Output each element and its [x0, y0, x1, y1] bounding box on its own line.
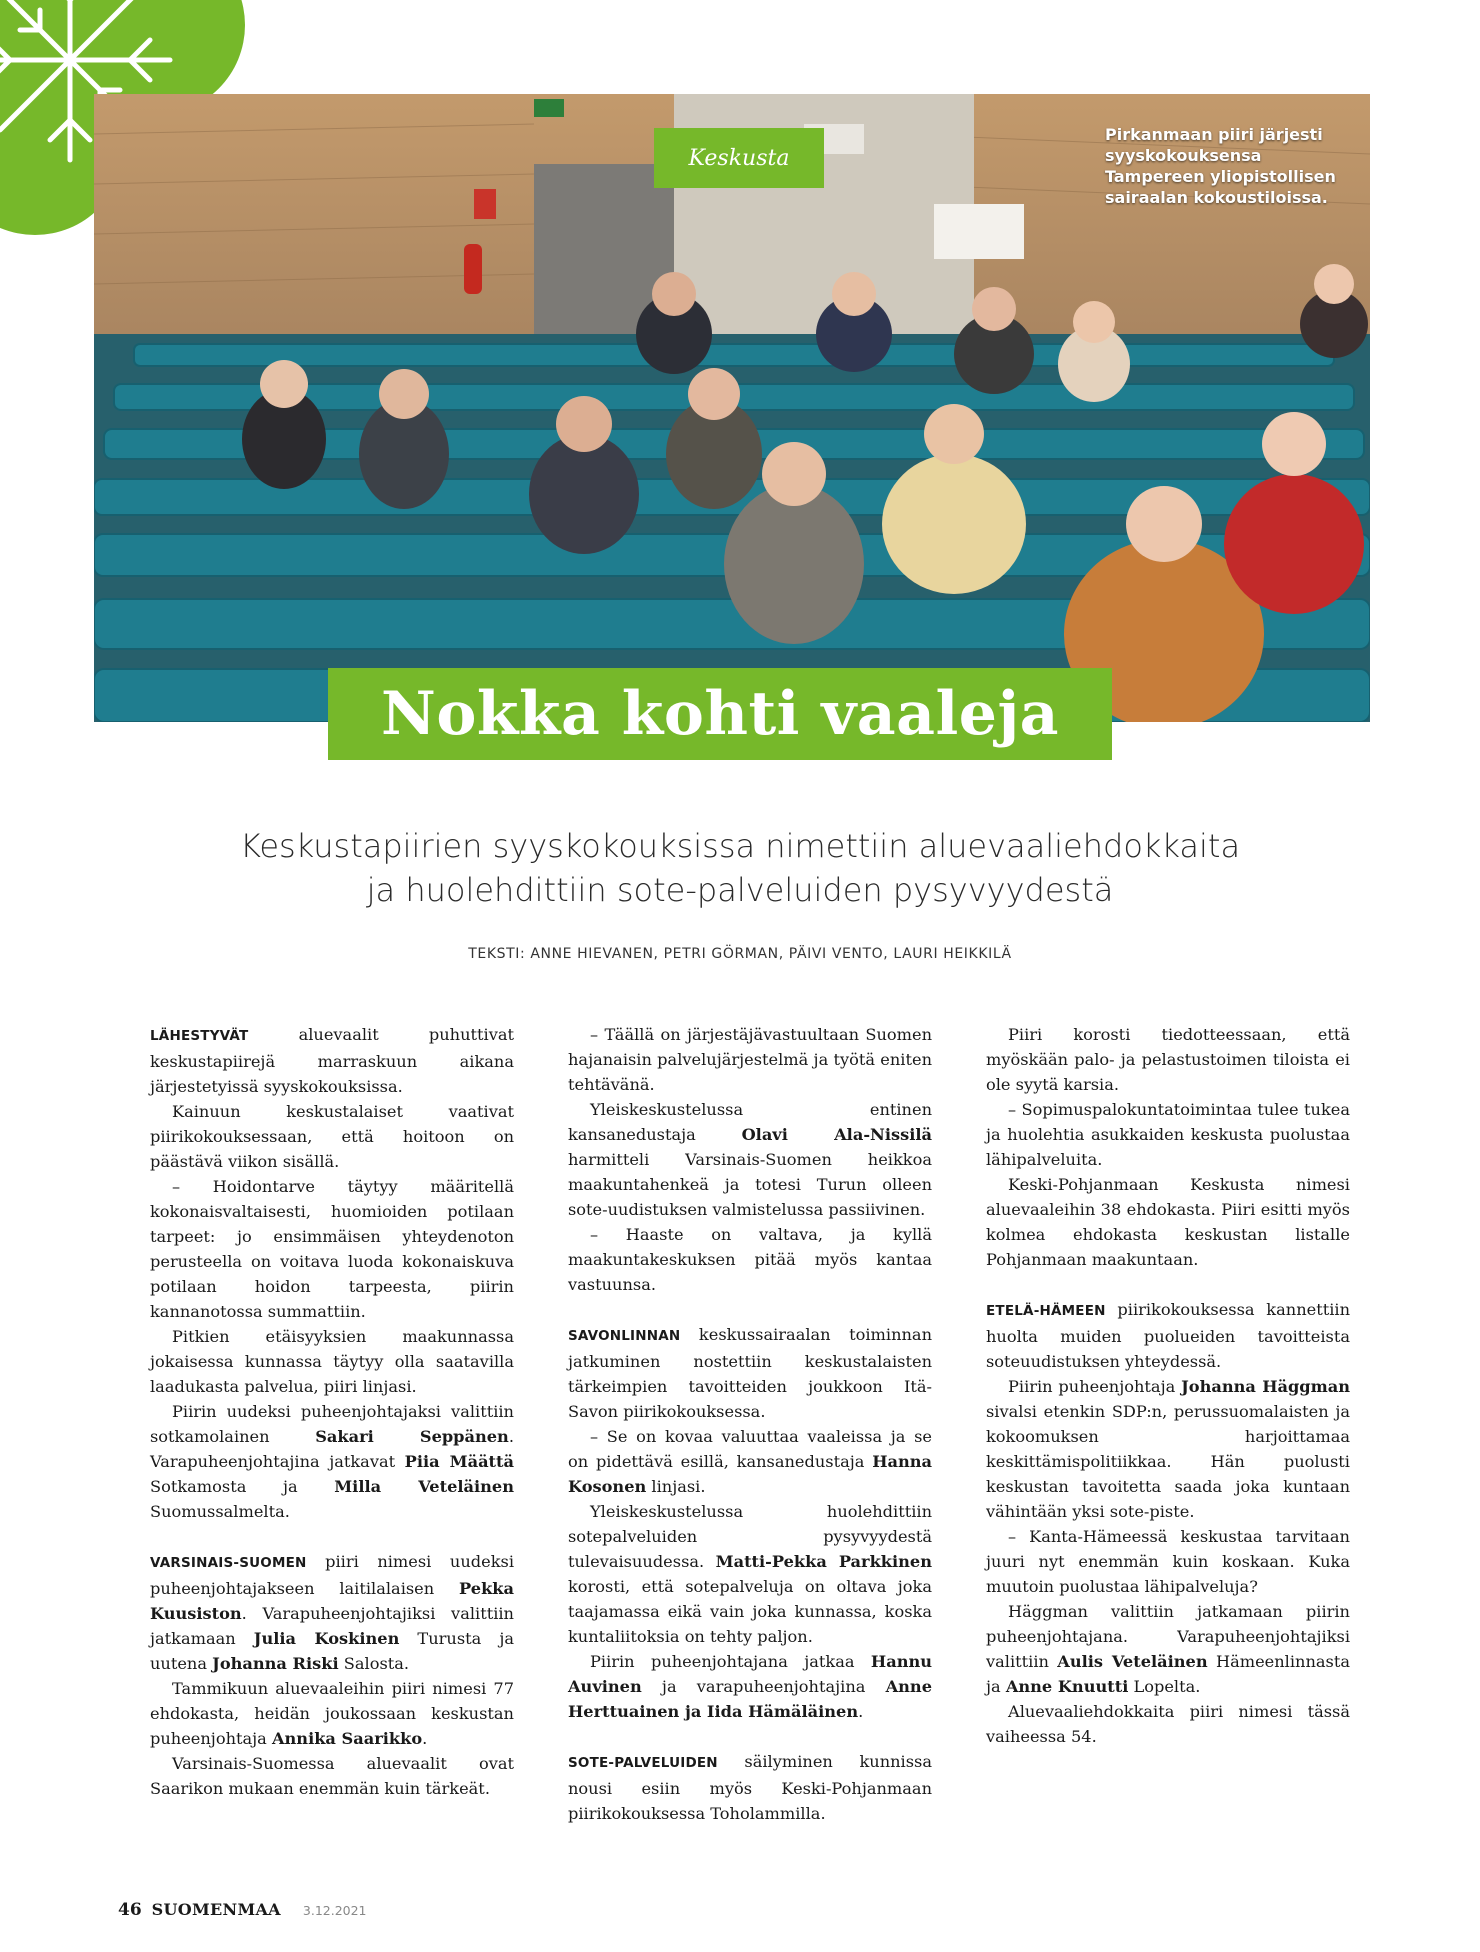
- paragraph: LÄHESTYVÄT aluevaalit puhuttivat keskustapiirejä marraskuun aikana järjestetyissä syyskokouksissa.: [150, 1025, 514, 1096]
- page-number: 46: [118, 1900, 142, 1920]
- paragraph: Piirin puheenjohtaja Johanna Häggman sivalsi etenkin SDP:n, perussuomalaisten ja kokoomuksen harjoittamaa keskittämispolitiikkaa. Hän puolusti keskustan tavoitetta saada joka kuntaan vähintään yksi sote-piste.: [986, 1377, 1350, 1521]
- page-footer: [118, 1900, 367, 1920]
- paragraph: Aluevaaliehdokkaita piiri nimesi tässä vaiheessa 54.: [986, 1702, 1350, 1746]
- paragraph: Häggman valittiin jatkamaan piirin puheenjohtajana. Varapuheenjohtajiksi valittiin Aulis Veteläinen Hämeenlinnasta ja Anne Knuutti Lopelta.: [986, 1602, 1350, 1696]
- photo-caption: Pirkanmaan piiri järjesti syyskokouksensa Tampereen yliopistollisen sairaalan kokoustiloissa.: [1105, 125, 1336, 207]
- paragraph: Piirin puheenjohtajana jatkaa Hannu Auvinen ja varapuheenjohtajina Anne Herttuainen ja Iida Hämäläinen.: [568, 1652, 932, 1721]
- paragraph: – Se on kovaa valuuttaa vaaleissa ja se on pidettävä esillä, kansanedustaja Hanna Kosonen linjasi.: [568, 1427, 932, 1496]
- paragraph: Varsinais-Suomessa aluevaalit ovat Saarikon mukaan enemmän kuin tärkeät.: [150, 1754, 514, 1798]
- subtitle-line-2: ja huolehdittiin sote-palveluiden pysyvyydestä: [366, 871, 1114, 909]
- paragraph: ETELÄ-HÄMEEN piirikokouksessa kannettiin huolta muiden puolueiden tavoitteista soteuudistuksen yhteydessä.: [986, 1300, 1350, 1371]
- headline-box: [328, 668, 1112, 760]
- subtitle: [150, 824, 1330, 912]
- paragraph: Tammikuun aluevaaleihin piiri nimesi 77 ehdokasta, heidän joukossaan keskustan puheenjohtaja Annika Saarikko.: [150, 1679, 514, 1748]
- magazine-name: SUOMENMAA: [151, 1900, 281, 1919]
- paragraph: Kainuun keskustalaiset vaativat piirikokouksessaan, että hoitoon on päästävä viikon sisällä.: [150, 1102, 514, 1171]
- paragraph: – Hoidontarve täytyy määritellä kokonaisvaltaisesti, huomioiden potilaan tarpeet: jo ensimmäisen yhteydenoton perusteella on voitava luoda kokonaiskuva potilaan hoidon tarpeesta, piirin kannanotossa summattiin.: [150, 1177, 514, 1321]
- paragraph: SAVONLINNAN keskussairaalan toiminnan jatkuminen nostettiin keskustalaisten tärkeimpien tavoitteiden joukkoon Itä-Savon piirikokouksessa.: [568, 1325, 932, 1421]
- paragraph: Pitkien etäisyyksien maakunnassa jokaisessa kunnassa täytyy olla saatavilla laadukasta palvelua, piiri linjasi.: [150, 1327, 514, 1396]
- paragraph: – Täällä on järjestäjävastuultaan Suomen hajanaisin palvelujärjestelmä ja työtä eniten tehtävänä.: [568, 1025, 932, 1094]
- issue-date: 3.12.2021: [302, 1903, 367, 1918]
- exit-sign: [534, 99, 564, 117]
- article-column-2: [568, 1022, 932, 1826]
- paragraph: Piiri korosti tiedotteessaan, että myöskään palo- ja pelastustoimen tiloista ei ole syytä karsia.: [986, 1025, 1350, 1094]
- byline: TEKSTI: ANNE HIEVANEN, PETRI GÖRMAN, PÄIVI VENTO, LAURI HEIKKILÄ: [468, 946, 1012, 962]
- paragraph: Yleiskeskustelussa entinen kansanedustaja Olavi Ala-Nissilä harmitteli Varsinais-Suomen heikkoa maakuntahenkeä ja totesi Turun olleen sote-uudistuksen valmistelussa passiivinen.: [568, 1100, 933, 1219]
- paragraph: Yleiskeskustelussa huolehdittiin sotepalveluiden pysyvyydestä tulevaisuudessa. Matti-Pekka Parkkinen korosti, että sotepalveluja on oltava joka taajamassa eikä vain joka kunnassa, koska kuntaliitoksia on tehty paljon.: [568, 1502, 932, 1646]
- subtitle-line-1: Keskustapiirien syyskokouksissa nimettiin aluevaaliehdokkaita: [239, 827, 1241, 865]
- paragraph: – Sopimuspalokuntatoimintaa tulee tukea ja huolehtia asukkaiden keskusta puolustaa lähipalveluita.: [986, 1100, 1350, 1169]
- paragraph: Keski-Pohjanmaan Keskusta nimesi aluevaaleihin 38 ehdokasta. Piiri esitti myös kolmea ehdokasta keskustan listalle Pohjanmaan maakuntaan.: [986, 1175, 1350, 1269]
- article-column-1: [150, 1022, 514, 1801]
- paragraph: VARSINAIS-SUOMEN piiri nimesi uudeksi puheenjohtajakseen laitilalaisen Pekka Kuusiston. Varapuheenjohtajiksi valittiin jatkamaan Julia Koskinen Turusta ja uutena Johanna Riski Salosta.: [150, 1552, 515, 1673]
- headline: Nokka kohti vaaleja: [380, 679, 1060, 749]
- paragraph: SOTE-PALVELUIDEN säilyminen kunnissa nousi esiin myös Keski-Pohjanmaan piirikokouksessa Toholammilla.: [568, 1752, 932, 1823]
- paragraph: – Kanta-Hämeessä keskustaa tarvitaan juuri nyt enemmän kuin koskaan. Kuka muutoin puolustaa lähipalveluja?: [986, 1527, 1350, 1596]
- paragraph: – Haaste on valtava, ja kyllä maakuntakeskuksen pitää myös kantaa vastuunsa.: [568, 1225, 932, 1294]
- section-tag: Keskusta: [654, 128, 824, 188]
- paragraph: Piirin uudeksi puheenjohtajaksi valittiin sotkamolainen Sakari Seppänen. Varapuheenjohtajina jatkavat Piia Määttä Sotkamosta ja Milla Veteläinen Suomussalmelta.: [150, 1402, 514, 1521]
- article-column-3: [986, 1022, 1350, 1749]
